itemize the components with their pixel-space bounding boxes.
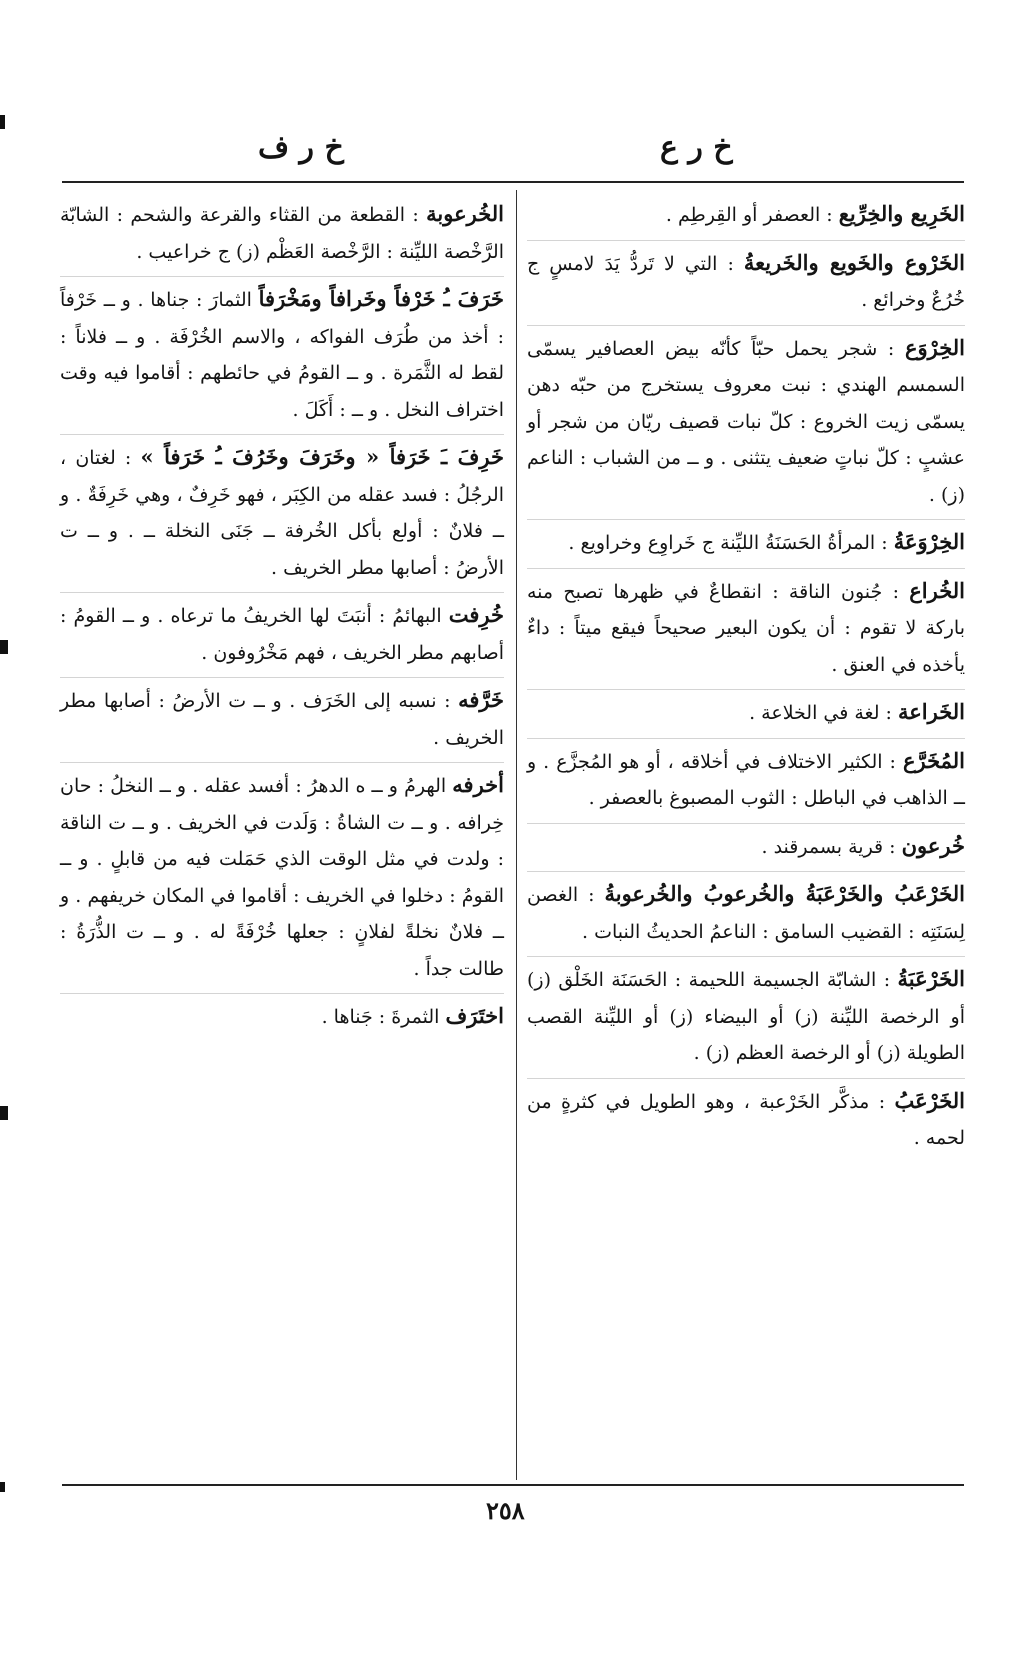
entry-term: خَرَفَ ـُ خَرْفاً وخَرافاً ومَخْرَفاً: [258, 286, 505, 311]
entry-definition: : مذكَّر الخَرْعبة ، وهو الطويل في كثرةٍ من لحمه .: [527, 1090, 965, 1149]
entry-definition: : الشابّة الجسيمة اللحيمة : الحَسَنَة الخَلْق (ز) أو الرخصة الليِّنة (ز) أو البيضاء (ز) أو الليِّنة القصب الطويلة (ز) أو الرخصة العظم (ز) .: [527, 969, 965, 1064]
header-rule: [62, 181, 964, 183]
entry-definition: الهرمُ و ــ ه الدهرُ : أفسد عقله . و ــ النخلُ : حان خِرافه . و ــ ت الشاةُ : وَلَدت في الخريف . و ــ ت الناقة : ولدت في مثل الوقت الذي حَمَلت فيه من قابلٍ . و ــ القومُ : دخلوا في الخريف : أقاموا في المكان خريفهم . و ــ فلانٌ نخلةً لفلانٍ : جعلها خُرْفَةً له . و ــ ت الذُّرَةُ : طالت جداً .: [60, 775, 504, 980]
entry: [60, 677, 504, 756]
entry: [527, 325, 965, 514]
entry: [60, 196, 504, 270]
entry-term: الخَرْعَبُ: [894, 1087, 965, 1113]
entry-term: الخُرعوبة: [426, 201, 504, 226]
entry-definition: : العصفر أو القِرطِم .: [665, 204, 839, 226]
entry-term: اختَرَف: [445, 1003, 504, 1028]
entry-definition: : لغة في الخلاعة .: [749, 702, 898, 724]
entry-definition: الثمارَ : جناها . و ــ خَرْفاً : أخذ من طُرَف الفواكه ، والاسم الخُرْفَة . و ــ فلاناً : لقط له الثَّمَرة . و ــ القومُ في حائطهم : أقاموا فيه وقت اختراف النخل . و ــ : أَكَلَ .: [60, 289, 504, 421]
entry-term: الخَرْوع والخَويع والخَريعةُ: [743, 249, 965, 275]
entry-term: الخِرْوَع: [904, 334, 965, 360]
entry-term: الخَرِيع والخِرِّيع: [838, 201, 965, 226]
entry: [527, 1078, 965, 1157]
header-root-right: خ ر ع: [660, 130, 733, 165]
entry: [527, 240, 965, 319]
header-root-left: خ ر ف: [258, 130, 344, 165]
entry-definition: : جُنون الناقة : انقطاعٌ في ظهرها تصبح منه باركة لا تقوم : أن يكون البعير صحيحاً فيقع ميتاً : داءٌ يأخذه في العنق .: [527, 580, 965, 676]
entry: [60, 434, 504, 586]
entry-definition: : القطعة من القثاء والقرعة والشحم : الشابّة الرَّخْصة الليِّنة : الرَّخْصة العَظْم (ز) ج خراعيب .: [60, 204, 504, 263]
entry-term: الخُراع: [909, 577, 965, 603]
entry: [60, 592, 504, 671]
entry: [527, 823, 965, 866]
entry: [527, 519, 965, 562]
entry: [527, 689, 965, 732]
scan-edge-mark: [0, 115, 5, 129]
left-column: [60, 196, 504, 1042]
entry: [527, 568, 965, 684]
entry-term: خَرِفَ ـَ خَرَفاً « وخَرَفَ وخَرُفَ ـُ خَرَفاً »: [140, 444, 504, 469]
scan-edge-mark: [0, 1482, 5, 1492]
entry-term: خُرِفت: [448, 602, 504, 627]
entry-term: الخِرْوَعَةُ: [893, 529, 965, 554]
entry-term: الخَرْعَبُ والخَرْعَبَةُ والخُرعوبُ والخُرعوبةُ: [604, 881, 965, 906]
entry-term: الخَرْعَبَةُ: [897, 966, 965, 991]
right-column: [527, 196, 965, 1163]
entry-definition: : المرأةُ الحَسَنَةُ الليِّنة ج خَراوِع وخراويع .: [568, 532, 894, 554]
entry-definition: : الكثير الاختلاف في أخلاقه ، أو هو المُجزَّع . و ــ الذاهب في الباطل : الثوب المصبوغ بالعصفر .: [527, 750, 965, 809]
scan-edge-mark: [0, 1106, 8, 1120]
entry-term: خُرعون: [901, 832, 965, 858]
entry-definition: : نسبه إلى الخَرَف . و ــ ت الأرضُ : أصابها مطر الخريف .: [60, 690, 504, 749]
entry-definition: : لغتان ، الرجُلُ : فسد عقله من الكِبَر ، فهو خَرِفٌ ، وهي خَرِفَةٌ . و ــ فلانٌ : أولع بأكل الخُرفة ــ جَنَى النخلة ــ . و ــ ت الأرضُ : أصابها مطر الخريف .: [60, 447, 504, 579]
entry-term: خَرَّفه: [458, 687, 504, 712]
entry: [527, 738, 965, 817]
entry: [527, 871, 965, 950]
entry: [527, 196, 965, 234]
entry: [527, 956, 965, 1072]
entry-term: المُخَرَّع: [902, 747, 965, 773]
entry: [60, 993, 504, 1036]
entry: [60, 762, 504, 987]
entry-definition: البهائمُ : أنبَتَ لها الخريفُ ما ترعاه . و ــ القومُ : أصابهم مطر الخريف ، فهم مَخْرُوفون .: [60, 605, 504, 664]
column-divider: [516, 190, 517, 1480]
scan-edge-mark: [0, 640, 8, 654]
entry-definition: : الغصن لِسَنَتِه : القضيب السامق : الناعمُ الحديثُ النبات .: [527, 884, 965, 943]
entry-definition: : التي لا تَردُّ يَدَ لامسٍ ج خُرُعٌ وخرائع .: [527, 252, 965, 311]
page-number: ٢٥٨: [486, 1496, 525, 1525]
entry-definition: : شجر يحمل حبّاً كأنّه بيض العصافير يسمّى السمسم الهندي : نبت معروف يستخرج من حبّه دهن يسمّى زيت الخروع : كلّ نبات قصيف ريّان من شجر أو عشبٍ : كلّ نباتٍ ضعيف يتثنى . و ــ من الشباب : الناعم (ز) .: [527, 337, 965, 506]
entry-term: أخرفه: [452, 772, 504, 797]
entry-definition: : قرية بسمرقند .: [761, 835, 902, 858]
entry-definition: الثمرةَ : جَناها .: [321, 1006, 446, 1028]
entry: [60, 276, 504, 428]
footer-rule: [62, 1484, 964, 1486]
entry-term: الخَراعة: [898, 699, 965, 724]
